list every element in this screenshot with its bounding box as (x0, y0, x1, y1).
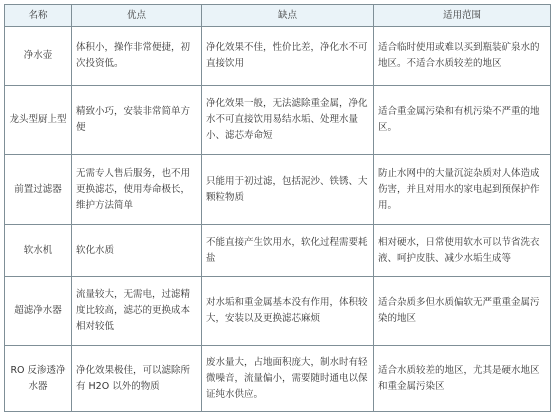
row-scope: 适合杂质多但水质偏软无严重重金属污染的地区 (374, 277, 551, 346)
row-cons: 净化效果一般，无法滤除重金属，净化水不可直接饮用易结水垢、处理水量小、滤芯寿命短 (202, 86, 374, 155)
row-scope: 防止水网中的大量沉淀杂质对人体造成伤害，并且对用水的家电起到预保护作用。 (374, 155, 551, 225)
table-row (5, 346, 551, 412)
header-name: 名称 (5, 5, 72, 27)
row-scope: 适合水质较差的地区，尤其是硬水地区和重金属污染区 (374, 346, 551, 412)
table-row (5, 277, 551, 346)
row-pros: 体积小，操作非常便捷，初次投资低。 (72, 27, 202, 86)
header-cons: 缺点 (202, 5, 374, 27)
row-scope: 适合临时使用或难以买到瓶装矿泉水的地区。不适合水质较差的地区 (374, 27, 551, 86)
header-row (5, 5, 551, 27)
row-pros: 净化效果极佳，可以滤除所有 H2O 以外的物质 (72, 346, 202, 412)
row-pros: 软化水质 (72, 225, 202, 277)
table-row (5, 27, 551, 86)
row-cons: 废水量大，占地面积庞大，制水时有轻微噪音，流量偏小，需要随时通电以保证纯水供应。 (202, 346, 374, 412)
row-name: RO 反渗透净水器 (5, 346, 72, 412)
row-scope: 适合重金属污染和有机污染不严重的地区。 (374, 86, 551, 155)
row-cons: 对水垢和重金属基本没有作用，体积较大，安装以及更换滤芯麻烦 (202, 277, 374, 346)
row-name: 净水壶 (5, 27, 72, 86)
row-cons: 只能用于初过滤，包括泥沙、铁锈、大颗粒物质 (202, 155, 374, 225)
table-row (5, 155, 551, 225)
table-row (5, 225, 551, 277)
row-pros: 无需专人售后服务，也不用更换滤芯，使用寿命极长，维护方法简单 (72, 155, 202, 225)
row-name: 前置过滤器 (5, 155, 72, 225)
row-pros: 流量较大，无需电，过滤精度比较高，滤芯的更换成本相对较低 (72, 277, 202, 346)
row-name: 超滤净水器 (5, 277, 72, 346)
row-name: 软水机 (5, 225, 72, 277)
table-row (5, 86, 551, 155)
row-cons: 净化效果不佳，性价比差，净化水不可直接饮用 (202, 27, 374, 86)
row-pros: 精致小巧，安装非常简单方便 (72, 86, 202, 155)
row-name: 龙头型厨上型 (5, 86, 72, 155)
header-pros: 优点 (72, 5, 202, 27)
water-purifier-comparison-table (4, 4, 551, 412)
row-scope: 相对硬水，日常使用软水可以节省洗衣液、呵护皮肤、减少水垢生成等 (374, 225, 551, 277)
header-scope: 适用范围 (374, 5, 551, 27)
comparison-table-container (4, 4, 550, 415)
row-cons: 不能直接产生饮用水，软化过程需要耗盐 (202, 225, 374, 277)
